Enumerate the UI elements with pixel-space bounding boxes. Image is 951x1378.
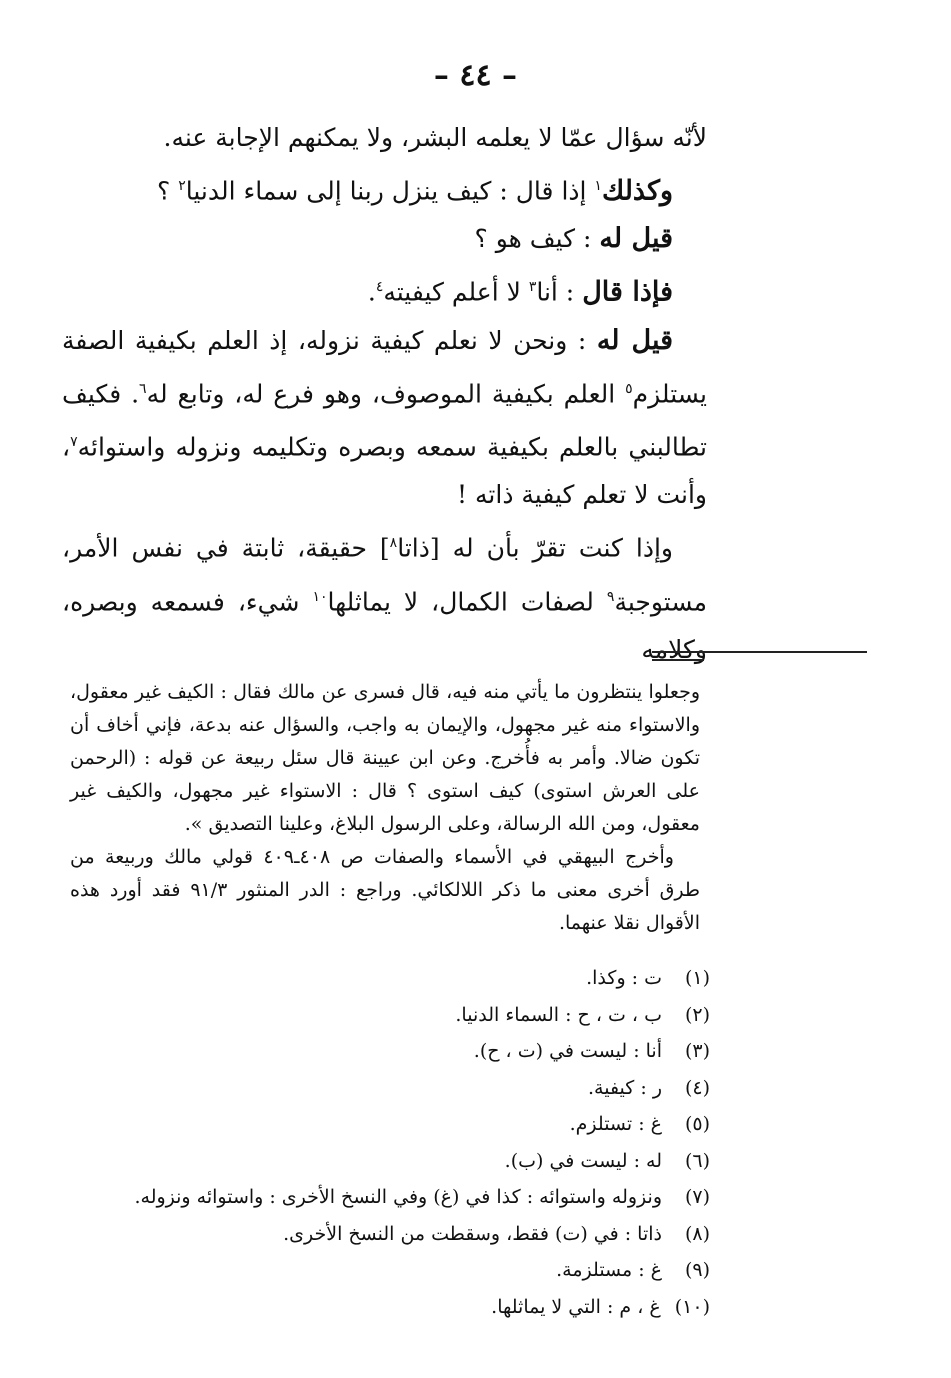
footnote-item [100, 997, 710, 1034]
paragraph-1: لأنّه سؤال عمّا لا يعلمه البشر، ولا يمكنهم الإجابة عنه. [163, 123, 707, 152]
footnote-ref: ٨ [389, 535, 398, 552]
footnote-continuation [70, 676, 700, 940]
footnote-text: غ ، م : التي لا يماثلها. [491, 1295, 661, 1318]
footnote-number: (٥) [684, 1113, 710, 1135]
paragraph-3: قيل له : كيف هو ؟ [474, 223, 673, 255]
lead-word: قيل له [596, 324, 673, 356]
lead-word: فإذا قال [582, 276, 673, 308]
footnote-item [100, 1106, 710, 1143]
footnote-number: (٦) [684, 1149, 710, 1172]
footnote-item [100, 1252, 710, 1289]
footnote-number: (١) [684, 967, 710, 989]
footnote-ref: ٥ [625, 380, 633, 397]
footnote-divider [652, 651, 867, 653]
footnote-paragraph-2: وأخرج البيهقي في الأسماء والصفات ص ٤٠٨ـ٤٠٩ قولي مالك وربيعة من طرق أخرى معنى ما ذكر اللالكائي. وراجع : الدر المنثور ٩١/٣ فقد أورد هذه الأقوال نقلا عنهما. [70, 846, 700, 934]
footnote-text: له : ليست في (ب). [504, 1149, 662, 1172]
footnote-number: (٤) [684, 1076, 710, 1099]
footnote-number: (٩) [684, 1259, 710, 1281]
paragraph-5: قيل له : ونحن لا نعلم كيفية نزوله، إذ العلم بكيفية الصفة يستلزم$^٥$ العلم بكيفية الموصوف، وهو فرع له، وتابع له$^٦$. فكيف تطالبني بالعلم بكيفية سمعه وبصره وتكليمه ونزوله واستوائه$^٧$، وأنت لا تعلم كيفية ذاته ! [62, 324, 707, 510]
footnote-item [100, 1143, 710, 1180]
footnote-text: ر : كيفية. [587, 1076, 662, 1099]
footnote-ref: ٦ [139, 380, 147, 397]
footnote-number: (٣) [684, 1040, 710, 1062]
footnote-ref: ٣ [528, 279, 537, 296]
footnote-ref: ٢ [178, 178, 186, 194]
footnote-number: (١٠) [674, 1295, 710, 1318]
footnote-text: ت : وكذا. [586, 967, 662, 989]
footnote-item [100, 1216, 710, 1253]
footnote-item [100, 1179, 710, 1216]
footnote-number: (٨) [684, 1222, 710, 1245]
footnote-item [100, 1033, 710, 1070]
footnote-ref: ١ [594, 178, 602, 194]
footnote-item [100, 1070, 710, 1107]
footnote-ref: ١٠ [312, 588, 328, 605]
paragraph-6: وإذا كنت تقرّ بأن له [ذاتا$^٨$] حقيقة، ثابتة في نفس الأمر، مستوجبة$^٩$ لصفات الكمال، لا يماثلها$^{١٠}$ شيء، فسمعه وبصره، وكلامه [62, 533, 708, 664]
footnote-text: ب ، ت ، ح : السماء الدنيا. [455, 1003, 662, 1026]
footnote-text: ونزوله واستوائه : كذا في (غ) وفي النسخ الأخرى : واستوائه ونزوله. [134, 1186, 662, 1208]
footnote-item [100, 960, 710, 997]
footnote-text: ذاتا : في (ت) فقط، وسقطت من النسخ الأخرى. [283, 1222, 662, 1245]
lead-word: قيل له [599, 223, 673, 255]
lead-word: وكذلك [601, 175, 673, 207]
footnote-text: غ : مستلزمة. [556, 1259, 662, 1281]
footnote-ref: ٤ [375, 279, 384, 296]
footnote-ref: ٧ [70, 433, 78, 450]
footnote-ref: ٩ [606, 588, 615, 605]
footnote-text: أنا : ليست في (ت ، ح). [473, 1040, 662, 1062]
footnote-number: (٧) [684, 1186, 710, 1208]
footnote-number: (٢) [684, 1003, 710, 1026]
footnote-text: غ : تستلزم. [569, 1113, 662, 1135]
main-text [62, 114, 707, 674]
page-number: – ٤٤ – [433, 58, 518, 93]
footnote-divider-short [652, 659, 704, 661]
footnote-item [100, 1289, 710, 1326]
footnote-list [100, 960, 710, 1325]
footnote-paragraph-1: وجعلوا ينتظرون ما يأتي منه فيه، قال فسرى عن مالك فقال : الكيف غير معقول، والاستواء منه غير مجهول، والإيمان به واجب، والسؤال عنه بدعة، فإني أخاف أن تكون ضالا. وأمر به فأُخرج. وعن ابن عيينة قال سئل ربيعة عن قوله : (الرحمن على العرش استوى) كيف استوى ؟ قال : الاستواء غير مجهول، والكيف غير معقول، ومن الله الرسالة، وعلى الرسول البلاغ، وعلينا التصديق ». [70, 681, 700, 835]
paragraph-2: وكذلك$^١$ إذا قال : كيف ينزل ربنا إلى سماء الدنيا$^٢$ ؟ [157, 175, 673, 207]
paragraph-4: فإذا قال : أنا$^٣$ لا أعلم كيفيته$^٤$. [367, 276, 673, 308]
